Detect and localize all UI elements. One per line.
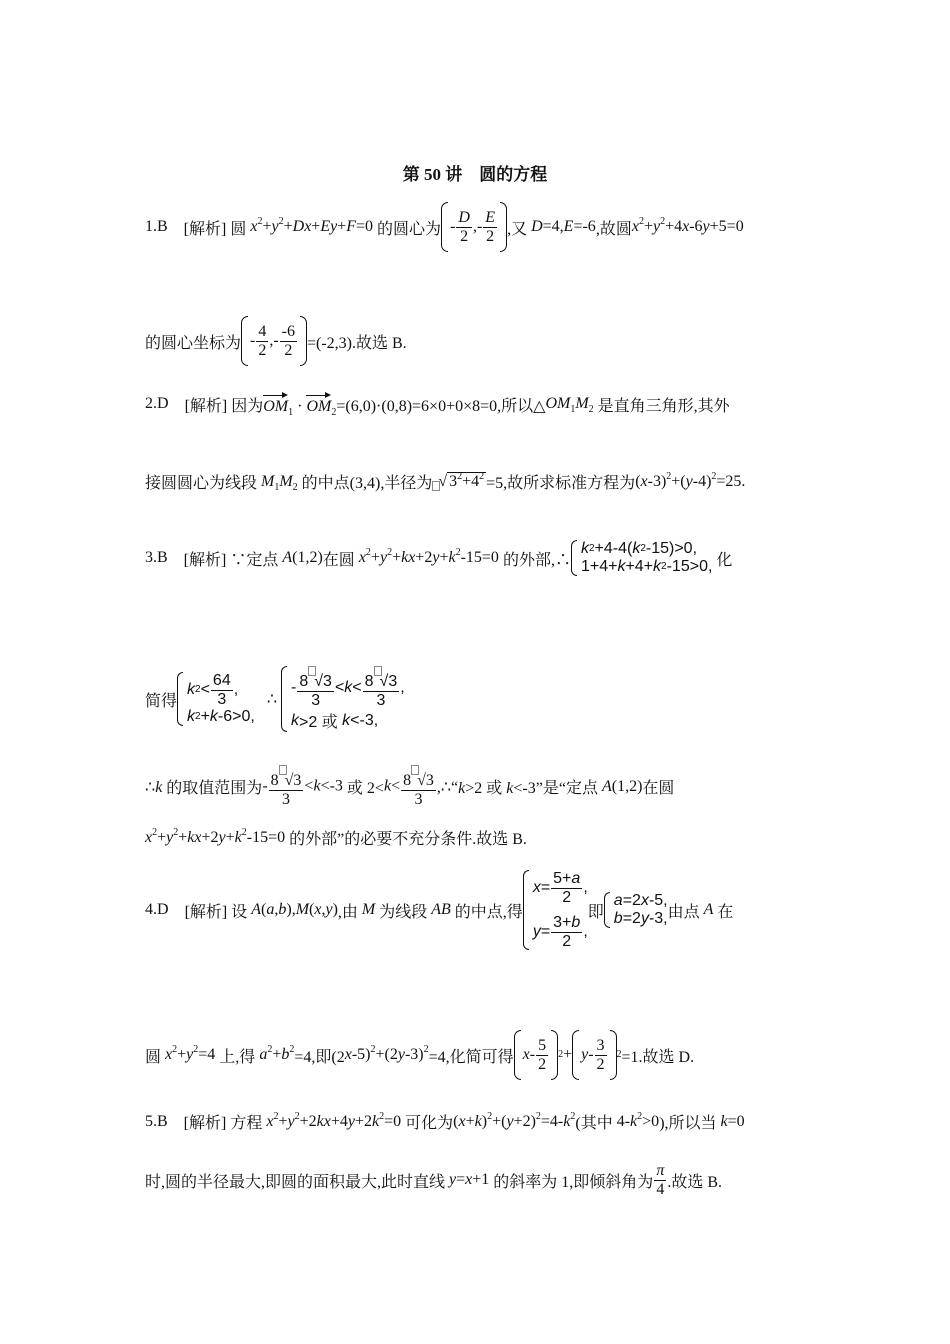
answer-1-line-2: 的圆心坐标为 - $\frac{4}{2}$ ,- $\frac{-6}{2}$ =(-2,3).故选 B. [145,316,407,366]
answer-2-line-2: 接圆圆心为线段 $M_1M_2$ 的中点(3,4),半径为 √ $3^2+4^2$ =5,故所求标准方程为 $(x-3)^2+(y-4)^2$ =25. [145,470,746,493]
center-formula: - $\frac{D}{2}$ ,- $\frac{E}{2}$ [441,202,507,252]
answer-3-line-2: 简得 k 2 < $\frac{64}{3}$ , k 2 + k -6>0, ∴ - $\frac{8 √3}{3}$ < k < $\frac{8 √3}{3}$ , k >2 或 k <-3, [145,666,405,732]
page-title: 第 50 讲 圆的方程 [402,165,548,184]
answer-5-line-2: 时,圆的半径最大,即圆的面积最大,此时直线 y=x+1 的斜率为 1,即倾斜角为 $\frac{\pi}{4}$ .故选 B. [145,1162,723,1198]
answer-3-line-3: ∴k 的取值范围为 - $\frac{8 √3}{3}$ <k<-3 或 2< k< $\frac{8 √3}{3}$ ,∴“ k>2 或 k<-3 ”是“定点 A(1,2) 在圆 [145,765,674,808]
answer-4-line-1: 4.D [解析] 设 A(a,b),M(x,y) ,由 M 为线段 AB 的中点,得 x = $\frac{5+a}{2}$ , y = $\frac{3+b}{2}$ , 即 a =2 x -5, b =2 y -3, 由点 A 在 [145,870,734,950]
answer-5-line-1: 5.B [解析] 方程 $x^2+y^2+2kx+4y+2k^2=0$ 可化为 $(x+k)^2+(y+2)^2=4-k^2$ (其中 $4-k^2>0$ ),所以当 k=0 [145,1110,745,1132]
answer-2-line-1: 2.D [解析] 因为 $OM_1 \cdot OM_2$ =(6,0)·(0,8)=6×0+0×8=0,所以△ $OM_1M_2$ 是直角三角形,其外 [145,392,730,416]
answer-3-line-4: $x^2+y^2+kx+2y+k^2-15=0$ 的外部”的必要不充分条件.故选 B. [145,826,527,848]
answer-3-line-1: 3.B [解析] ∵定点 A(1,2) 在圆 $x^2+y^2+kx+2y+k^2-15=0$ 的外部,∴ k 2 +4-4( k 2 -15)>0, 1+4+ k +4+ k 2 -15>0, 化 [145,540,733,575]
answer-4-line-2: 圆 $x^2+y^2=4$ 上,得 $a^2+b^2$ =4,即(2 $x-5)^2+(2y-3)^2$ =4,化简可得 x - $\frac{5}{2}$ 2 + y - $\frac{3}{2}$ 2 =1.故选 D. [145,1030,694,1080]
answer-1-line-1: 1.B [解析] 圆 $x^2+y^2+Dx+Ey+F=0$ 的圆心为 - $\frac{D}{2}$ ,- $\frac{E}{2}$ ,又 D=4,E=-6 ,故圆 $x^2+y^2+4x-6y+5=0$ [145,202,744,252]
